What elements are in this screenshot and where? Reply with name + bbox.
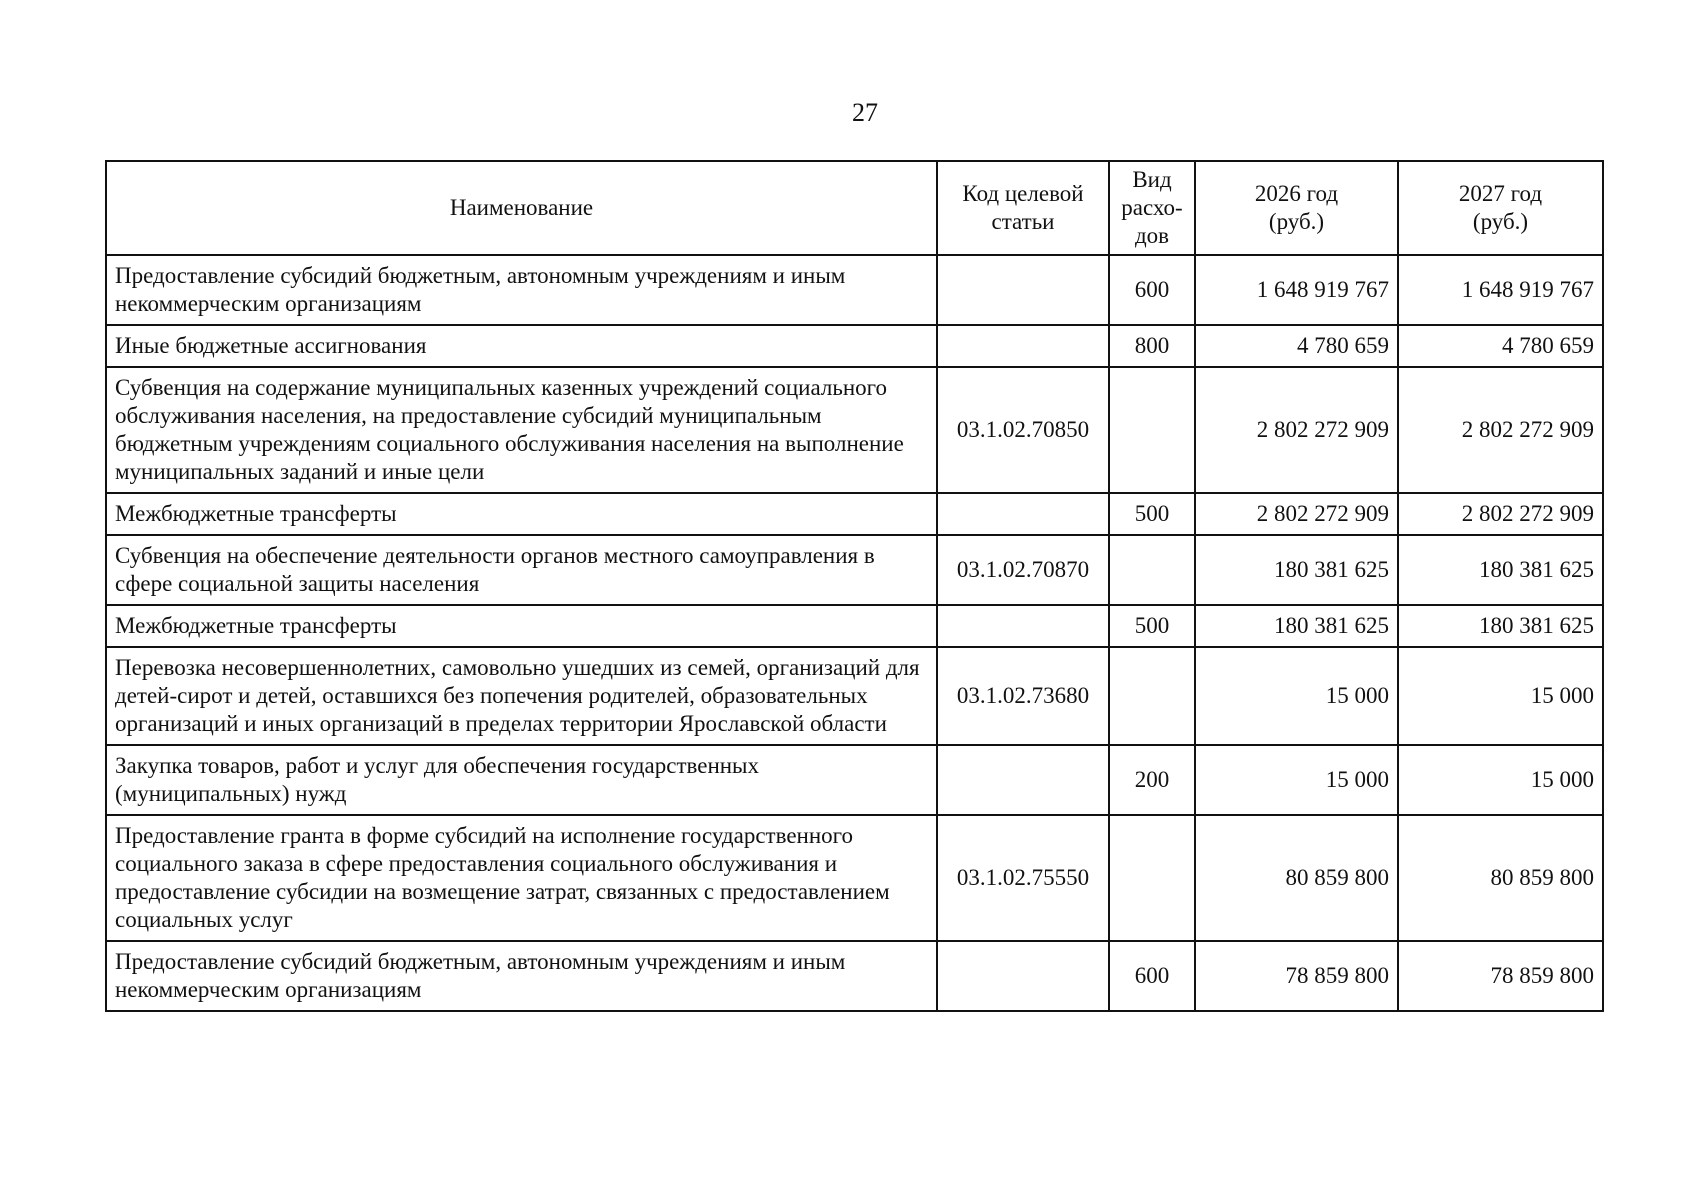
row-vid: 800 bbox=[1109, 325, 1195, 367]
header-code: Код целевой статьи bbox=[937, 161, 1109, 255]
table-row bbox=[106, 647, 1603, 745]
row-code bbox=[937, 325, 1109, 367]
row-code bbox=[937, 255, 1109, 325]
row-vid bbox=[1109, 815, 1195, 941]
row-code: 03.1.02.75550 bbox=[937, 815, 1109, 941]
row-vid: 200 bbox=[1109, 745, 1195, 815]
row-code bbox=[937, 745, 1109, 815]
row-amount-2026: 15 000 bbox=[1195, 745, 1398, 815]
table-row bbox=[106, 367, 1603, 493]
row-vid bbox=[1109, 535, 1195, 605]
row-name: Предоставление гранта в форме субсидий на исполнение государственного социального заказа в сфере предоставления социального обслуживания и предоставление субсидии на возмещение затрат, связанных с предоставлением социальных услуг bbox=[106, 815, 937, 941]
row-code: 03.1.02.73680 bbox=[937, 647, 1109, 745]
row-name: Межбюджетные трансферты bbox=[106, 605, 937, 647]
row-code: 03.1.02.70870 bbox=[937, 535, 1109, 605]
row-name: Межбюджетные трансферты bbox=[106, 493, 937, 535]
row-name: Иные бюджетные ассигнования bbox=[106, 325, 937, 367]
row-vid: 500 bbox=[1109, 493, 1195, 535]
row-name: Закупка товаров, работ и услуг для обеспечения государственных (муниципальных) нужд bbox=[106, 745, 937, 815]
row-amount-2027: 80 859 800 bbox=[1398, 815, 1603, 941]
row-amount-2027: 2 802 272 909 bbox=[1398, 367, 1603, 493]
header-year-2026: 2026 год (руб.) bbox=[1195, 161, 1398, 255]
row-amount-2027: 15 000 bbox=[1398, 745, 1603, 815]
table-row bbox=[106, 605, 1603, 647]
row-amount-2026: 2 802 272 909 bbox=[1195, 493, 1398, 535]
row-name: Предоставление субсидий бюджетным, автономным учреждениям и иным некоммерческим организациям bbox=[106, 255, 937, 325]
row-amount-2027: 180 381 625 bbox=[1398, 605, 1603, 647]
row-code bbox=[937, 941, 1109, 1011]
table-row bbox=[106, 325, 1603, 367]
row-amount-2027: 180 381 625 bbox=[1398, 535, 1603, 605]
row-amount-2027: 2 802 272 909 bbox=[1398, 493, 1603, 535]
row-amount-2027: 78 859 800 bbox=[1398, 941, 1603, 1011]
row-amount-2026: 180 381 625 bbox=[1195, 605, 1398, 647]
table-row bbox=[106, 255, 1603, 325]
budget-table bbox=[105, 160, 1604, 1012]
table-row bbox=[106, 815, 1603, 941]
row-name: Предоставление субсидий бюджетным, автономным учреждениям и иным некоммерческим организациям bbox=[106, 941, 937, 1011]
row-vid bbox=[1109, 367, 1195, 493]
row-code bbox=[937, 493, 1109, 535]
row-amount-2026: 80 859 800 bbox=[1195, 815, 1398, 941]
table-header-row bbox=[106, 161, 1603, 255]
row-amount-2026: 15 000 bbox=[1195, 647, 1398, 745]
row-vid: 500 bbox=[1109, 605, 1195, 647]
table-row bbox=[106, 493, 1603, 535]
table-row bbox=[106, 745, 1603, 815]
row-amount-2026: 78 859 800 bbox=[1195, 941, 1398, 1011]
row-name: Перевозка несовершеннолетних, самовольно ушедших из семей, организаций для детей-сирот и детей, оставшихся без попечения родителей, образовательных организаций и иных организаций в пределах территории Ярославской области bbox=[106, 647, 937, 745]
row-code: 03.1.02.70850 bbox=[937, 367, 1109, 493]
row-amount-2027: 4 780 659 bbox=[1398, 325, 1603, 367]
table-row bbox=[106, 941, 1603, 1011]
row-amount-2026: 2 802 272 909 bbox=[1195, 367, 1398, 493]
row-vid: 600 bbox=[1109, 255, 1195, 325]
header-name: Наименование bbox=[106, 161, 937, 255]
row-amount-2026: 4 780 659 bbox=[1195, 325, 1398, 367]
page-number: 27 bbox=[852, 98, 878, 127]
table-row bbox=[106, 535, 1603, 605]
row-name: Субвенция на обеспечение деятельности органов местного самоуправления в сфере социальной защиты населения bbox=[106, 535, 937, 605]
row-amount-2027: 15 000 bbox=[1398, 647, 1603, 745]
row-vid bbox=[1109, 647, 1195, 745]
row-amount-2027: 1 648 919 767 bbox=[1398, 255, 1603, 325]
row-vid: 600 bbox=[1109, 941, 1195, 1011]
row-name: Субвенция на содержание муниципальных казенных учреждений социального обслуживания населения, на предоставление субсидий муниципальным бюджетным учреждениям социального обслуживания населения на выполнение муниципальных заданий и иные цели bbox=[106, 367, 937, 493]
header-year-2027: 2027 год (руб.) bbox=[1398, 161, 1603, 255]
row-amount-2026: 1 648 919 767 bbox=[1195, 255, 1398, 325]
row-amount-2026: 180 381 625 bbox=[1195, 535, 1398, 605]
row-code bbox=[937, 605, 1109, 647]
header-vid: Вид расхо-дов bbox=[1109, 161, 1195, 255]
